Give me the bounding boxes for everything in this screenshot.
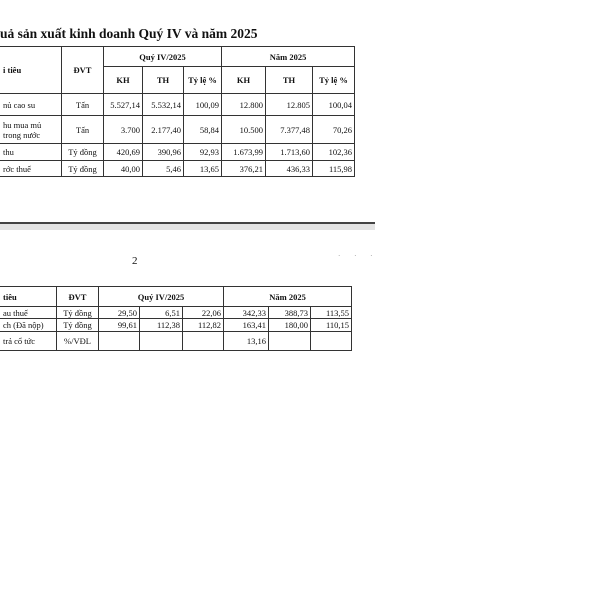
cell-value: 5,46 xyxy=(143,161,184,177)
header-tyle: Tỷ lệ % xyxy=(313,67,355,94)
cell-value: 5.532,14 xyxy=(143,94,184,116)
row-unit: Tấn xyxy=(62,116,104,144)
cell-value: 40,00 xyxy=(104,161,143,177)
cell-value: 13,16 xyxy=(224,332,269,351)
header-dvt: ĐVT xyxy=(57,287,99,307)
cell-value: 112,82 xyxy=(183,319,224,332)
cell-value: 180,00 xyxy=(269,319,311,332)
cell-value: 163,41 xyxy=(224,319,269,332)
table-row xyxy=(0,161,355,177)
cell-value: 13,65 xyxy=(184,161,222,177)
cell-value: 1.673,99 xyxy=(222,144,266,161)
header-chi-tieu: tiêu xyxy=(0,287,57,307)
scan-specks: · · · xyxy=(338,252,379,260)
table-row xyxy=(0,94,355,116)
cell-value: 342,33 xyxy=(224,307,269,319)
cell-value: 70,26 xyxy=(313,116,355,144)
table-row xyxy=(0,332,352,351)
row-unit: Tỷ đồng xyxy=(57,307,99,319)
row-label: hu mua mủ trong nước xyxy=(0,116,62,144)
table-row xyxy=(0,116,355,144)
cell-value: 388,73 xyxy=(269,307,311,319)
cell-value: 3.700 xyxy=(104,116,143,144)
cell-value: 112,38 xyxy=(140,319,183,332)
row-unit: Tấn xyxy=(62,94,104,116)
cell-value: 2.177,40 xyxy=(143,116,184,144)
row-label: trả cổ tức xyxy=(0,332,57,351)
cell-value: 29,50 xyxy=(99,307,140,319)
header-th: TH xyxy=(266,67,313,94)
cell-value: 113,55 xyxy=(311,307,352,319)
results-table-q4 xyxy=(0,46,355,177)
cell-value: 420,69 xyxy=(104,144,143,161)
cell-value: 22,06 xyxy=(183,307,224,319)
cell-value: 436,33 xyxy=(266,161,313,177)
table-row xyxy=(0,319,352,332)
cell-value: 376,21 xyxy=(222,161,266,177)
cell-value: 390,96 xyxy=(143,144,184,161)
document-title: uả sản xuất kinh doanh Quý IV và năm 2025 xyxy=(0,26,258,41)
cell-value: 10.500 xyxy=(222,116,266,144)
page-divider-shadow xyxy=(0,224,375,230)
page-number: 2 xyxy=(132,255,138,267)
table-row xyxy=(0,144,355,161)
cell-value xyxy=(140,332,183,351)
cell-value: 102,36 xyxy=(313,144,355,161)
header-nam: Năm 2025 xyxy=(222,47,355,67)
cell-value xyxy=(269,332,311,351)
results-table-q4-continued xyxy=(0,286,352,351)
table-row xyxy=(0,307,352,319)
cell-value: 100,09 xyxy=(184,94,222,116)
header-quy: Quý IV/2025 xyxy=(99,287,224,307)
cell-value: 99,61 xyxy=(99,319,140,332)
row-unit: Tỷ đồng xyxy=(62,144,104,161)
row-label: ch (Đã nộp) xyxy=(0,319,57,332)
cell-value: 115,98 xyxy=(313,161,355,177)
header-kh: KH xyxy=(104,67,143,94)
cell-value: 58,84 xyxy=(184,116,222,144)
header-quy: Quý IV/2025 xyxy=(104,47,222,67)
row-label: au thuế xyxy=(0,307,57,319)
cell-value: 12.805 xyxy=(266,94,313,116)
header-chi-tieu: i tiêu xyxy=(0,47,62,94)
cell-value xyxy=(311,332,352,351)
header-dvt: ĐVT xyxy=(62,47,104,94)
header-nam: Năm 2025 xyxy=(224,287,352,307)
header-kh: KH xyxy=(222,67,266,94)
cell-value: 110,15 xyxy=(311,319,352,332)
row-unit: Tỷ đồng xyxy=(62,161,104,177)
row-unit: %/VĐL xyxy=(57,332,99,351)
header-th: TH xyxy=(143,67,184,94)
cell-value: 12.800 xyxy=(222,94,266,116)
cell-value: 6,51 xyxy=(140,307,183,319)
row-label: nủ cao su xyxy=(0,94,62,116)
cell-value: 1.713,60 xyxy=(266,144,313,161)
row-unit: Tỷ đồng xyxy=(57,319,99,332)
header-tyle: Tỷ lệ % xyxy=(184,67,222,94)
row-label: thu xyxy=(0,144,62,161)
cell-value: 100,04 xyxy=(313,94,355,116)
cell-value: 5.527,14 xyxy=(104,94,143,116)
cell-value: 7.377,48 xyxy=(266,116,313,144)
cell-value: 92,93 xyxy=(184,144,222,161)
row-label: rớc thuế xyxy=(0,161,62,177)
cell-value xyxy=(99,332,140,351)
cell-value xyxy=(183,332,224,351)
